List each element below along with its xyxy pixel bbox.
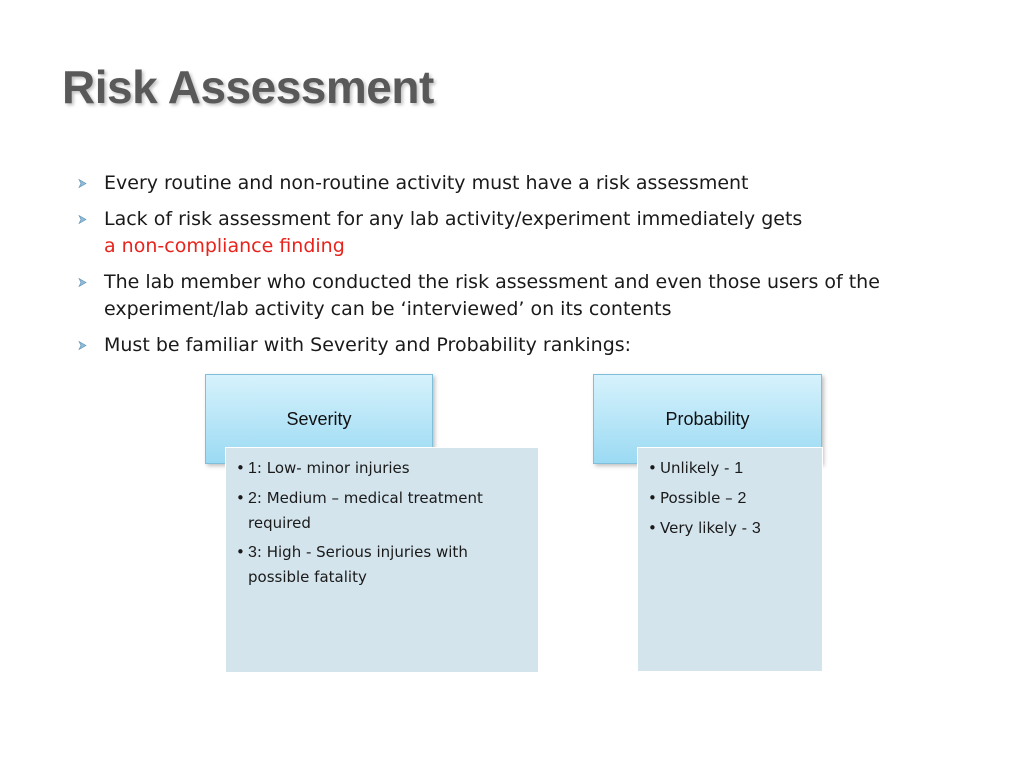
bullet-item — [76, 170, 976, 197]
chevron-right-icon — [78, 341, 87, 350]
probability-details-box — [637, 447, 823, 672]
bullet-text: Every routine and non-routine activity must have a risk assessment — [104, 172, 749, 194]
bullet-item — [76, 332, 976, 359]
severity-header-box: Severity — [205, 374, 433, 464]
severity-item — [236, 540, 528, 589]
chevron-right-icon — [78, 278, 87, 287]
probability-rank: 1 — [734, 460, 744, 477]
severity-desc: : Low- minor injuries — [256, 459, 410, 477]
severity-rank: 3 — [248, 544, 257, 561]
probability-header-box: Probability — [593, 374, 822, 464]
probability-item — [648, 516, 812, 541]
severity-rank: 2 — [248, 490, 257, 507]
non-compliance-highlight: a non-compliance finding — [104, 235, 345, 257]
bullet-item — [76, 269, 976, 323]
probability-item — [648, 456, 812, 481]
severity-item — [236, 456, 528, 481]
probability-item — [648, 486, 812, 511]
bullet-text: Must be familiar with Severity and Probability rankings: — [104, 334, 632, 356]
chevron-right-icon — [78, 215, 87, 224]
bullet-text: The lab member who conducted the risk assessment and even those users of the experiment/lab activity can be ‘interviewed’ on its contents — [104, 271, 880, 320]
bullet-text: Lack of risk assessment for any lab activity/experiment immediately gets — [104, 208, 803, 230]
probability-rank: 2 — [737, 490, 747, 507]
severity-desc: : Medium – medical treatment required — [248, 489, 483, 532]
severity-rank: 1 — [248, 460, 257, 477]
chevron-right-icon — [78, 179, 87, 188]
probability-desc: Very likely - — [660, 519, 752, 537]
severity-desc: : High - Serious injuries with possible fatality — [248, 543, 468, 586]
severity-details-box — [225, 447, 539, 673]
slide-title: Risk Assessment — [62, 61, 434, 113]
severity-item — [236, 486, 528, 535]
bullet-item — [76, 206, 976, 260]
bullet-list — [76, 170, 976, 368]
probability-desc: Unlikely - — [660, 459, 735, 477]
probability-desc: Possible – — [660, 489, 738, 507]
probability-rank: 3 — [751, 520, 761, 537]
